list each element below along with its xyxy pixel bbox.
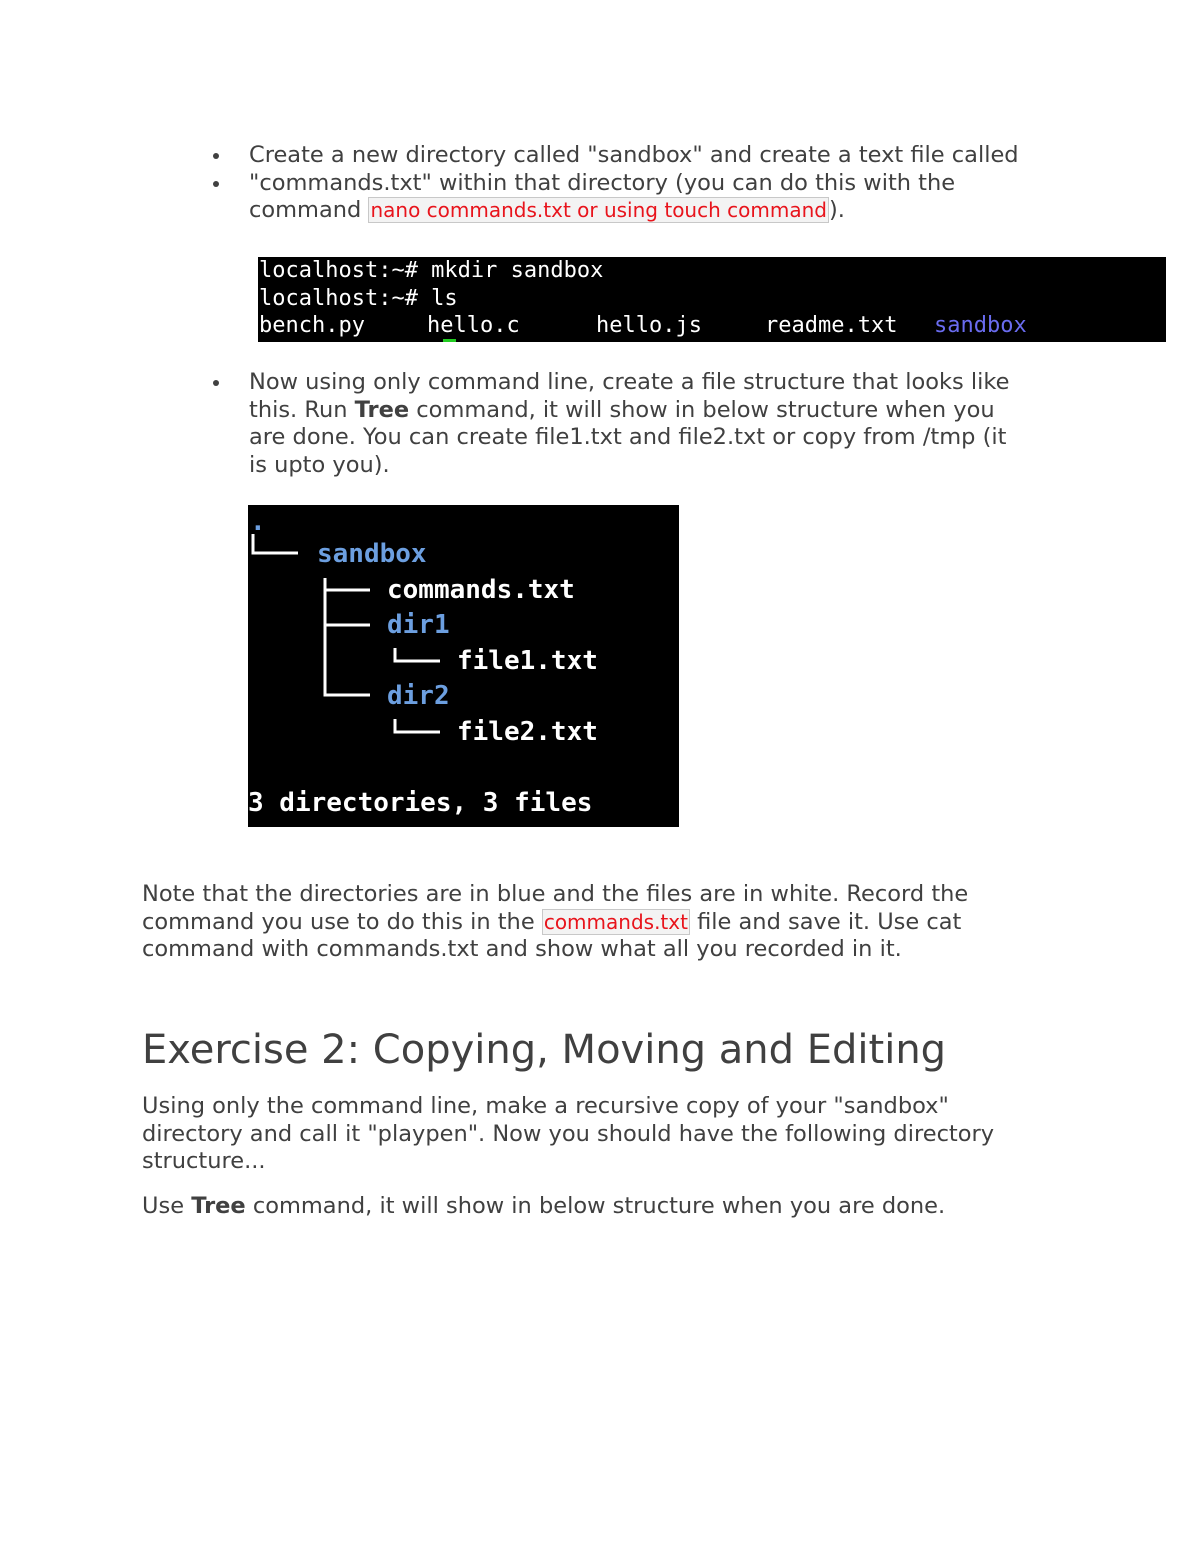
list-item bbox=[210, 369, 1010, 479]
bullet-text: are done. You can create file1.txt and file2.txt or copy from /tmp (it bbox=[249, 424, 1007, 450]
terminal-cursor bbox=[443, 339, 456, 342]
bold-tree-word: Tree bbox=[191, 1193, 246, 1219]
ls-file: hello.c bbox=[427, 313, 520, 338]
ls-file: readme.txt bbox=[765, 313, 898, 338]
bold-tree-word: Tree bbox=[354, 396, 410, 423]
list-item bbox=[210, 142, 1019, 170]
paragraph-line: Use bbox=[142, 1193, 192, 1219]
paragraph-line: command with commands.txt and show what all you recorded in it. bbox=[142, 936, 902, 962]
exercise-2-paragraph-2 bbox=[142, 1193, 945, 1221]
bullet-text: this. Run bbox=[249, 396, 355, 423]
paragraph-line: Note that the directories are in blue and the files are in white. Record the bbox=[142, 881, 969, 907]
tree-file-file2: file2.txt bbox=[457, 717, 598, 747]
list-item bbox=[210, 170, 1019, 225]
bullet-list-create-sandbox bbox=[210, 142, 1019, 225]
terminal-line: localhost:~# mkdir sandbox bbox=[259, 258, 604, 283]
tree-summary: 3 directories, 3 files bbox=[248, 788, 593, 818]
tree-dir-dir2: dir2 bbox=[387, 681, 450, 711]
bullet-text: Create a new directory called "sandbox" and create a text file called bbox=[249, 142, 1019, 168]
inline-code-nano-command: nano commands.txt or using touch command bbox=[370, 198, 827, 222]
tree-file-file1: file1.txt bbox=[457, 646, 598, 676]
bullet-list-tree bbox=[210, 369, 1010, 479]
bullet-text: command, it will show in below structure when you bbox=[409, 396, 995, 423]
bullet-text-suffix: ). bbox=[828, 197, 845, 223]
paragraph-line: file and save it. Use cat bbox=[689, 908, 962, 935]
tree-dir-dir1: dir1 bbox=[387, 610, 450, 640]
ls-file: bench.py bbox=[259, 313, 365, 338]
tree-file-commands: commands.txt bbox=[387, 575, 575, 605]
paragraph-line: command, it will show in below structure when you are done. bbox=[245, 1193, 946, 1219]
note-paragraph bbox=[142, 881, 968, 964]
bullet-text: Now using only command line, create a file structure that looks like bbox=[249, 369, 1010, 395]
paragraph-line: directory and call it "playpen". Now you should have the following directory bbox=[142, 1120, 995, 1147]
bullet-text: "commands.txt" within that directory (you can do this with the bbox=[249, 169, 956, 196]
paragraph-line: command you use to do this in the bbox=[142, 908, 542, 935]
paragraph-line: Using only the command line, make a recursive copy of your "sandbox" bbox=[142, 1093, 949, 1119]
bullet-text: is upto you). bbox=[249, 451, 390, 478]
bullet-text-continued: command bbox=[249, 197, 369, 223]
terminal-line: localhost:~# ls bbox=[259, 285, 458, 311]
exercise-2-paragraph-1 bbox=[142, 1093, 994, 1176]
tree-dir-sandbox: sandbox bbox=[317, 539, 427, 569]
tree-root: . bbox=[250, 507, 266, 537]
ls-file: hello.js bbox=[596, 313, 702, 338]
paragraph-line: structure... bbox=[142, 1148, 266, 1174]
terminal-screenshot-mkdir bbox=[258, 257, 1166, 342]
terminal-screenshot-tree bbox=[248, 505, 679, 827]
exercise-2-heading: Exercise 2: Copying, Moving and Editing bbox=[142, 1027, 947, 1073]
inline-code-commands-txt: commands.txt bbox=[543, 909, 688, 934]
ls-directory: sandbox bbox=[934, 313, 1027, 338]
